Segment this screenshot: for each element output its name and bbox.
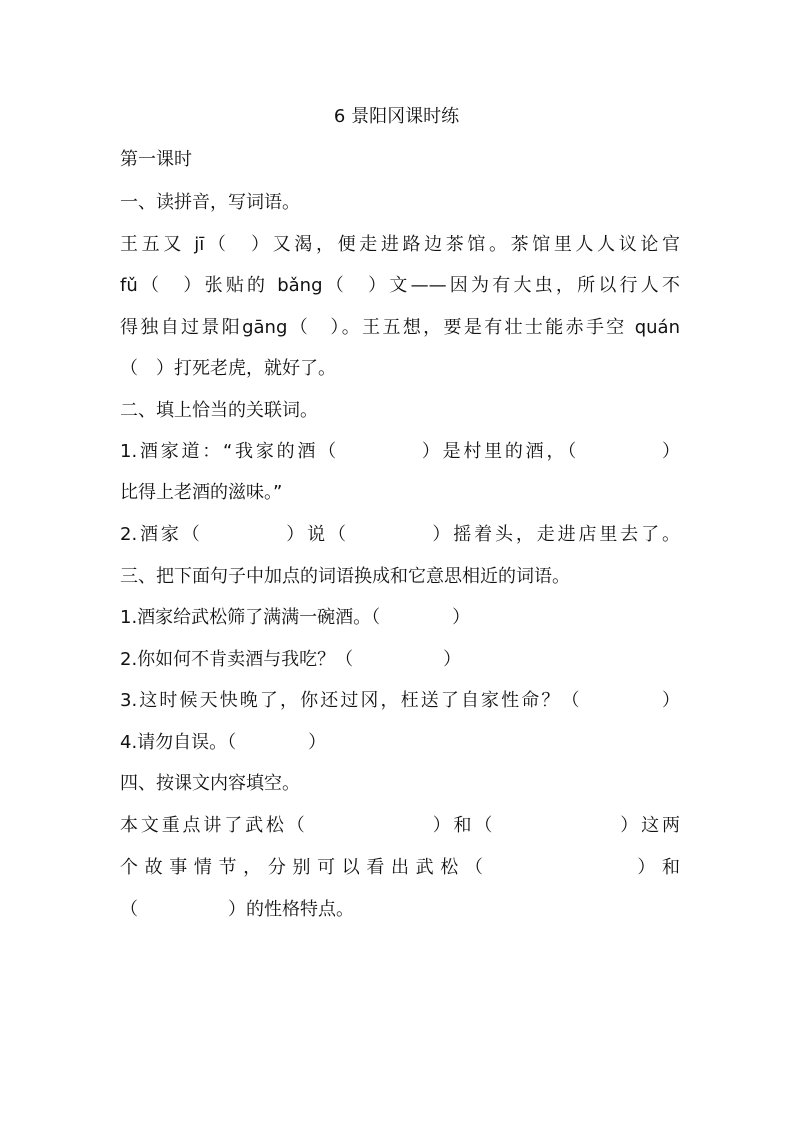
section3-line-3: 3.这时候天快晚了，你还过冈，枉送了自家性命？（ ）: [120, 690, 680, 711]
section1-line-4: （ ）打死老虎，就好了。: [120, 358, 336, 379]
section1-line-3: 得独自过景阳gāng（ ）。王五想，要是有壮士能赤手空 quán: [120, 317, 680, 338]
section4-line-2: 个故事情节，分别可以看出武松（ ）和: [120, 857, 680, 878]
section3-heading: 三、把下面句子中加点的词语换成和它意思相近的词语。: [120, 566, 570, 587]
section3-line-2: 2.你如何不肯卖酒与我吃？（ ）: [120, 649, 462, 670]
lesson-label: 第一课时: [120, 149, 192, 170]
section1-line-1: 王五又 jī（ ）又渴，便走进路边茶馆。茶馆里人人议论官: [120, 234, 680, 255]
section2-line-1: 1.酒家道：“我家的酒（ ）是村里的酒，（ ）: [120, 441, 680, 462]
worksheet-title: 6 景阳冈课时练: [333, 106, 460, 127]
section1-heading: 一、读拼音，写词语。: [120, 192, 300, 213]
section2-line-2: 比得上老酒的滋味。”: [120, 482, 283, 503]
section3-line-1: 1.酒家给武松筛了满满一碗酒。（ ）: [120, 607, 471, 628]
section2-line-3: 2.酒家（ ）说（ ）摇着头，走进店里去了。: [120, 524, 680, 545]
section4-line-1: 本文重点讲了武松（ ）和（ ）这两: [120, 815, 680, 836]
section3-line-4: 4.请勿自误。（ ）: [120, 732, 327, 753]
section1-line-2: fǔ（ ）张贴的 bǎng（ ）文——因为有大虫，所以行人不: [120, 275, 680, 296]
section4-line-3: （ ）的性格特点。: [120, 899, 354, 920]
section2-heading: 二、填上恰当的关联词。: [120, 400, 318, 421]
section4-heading: 四、按课文内容填空。: [120, 773, 300, 794]
